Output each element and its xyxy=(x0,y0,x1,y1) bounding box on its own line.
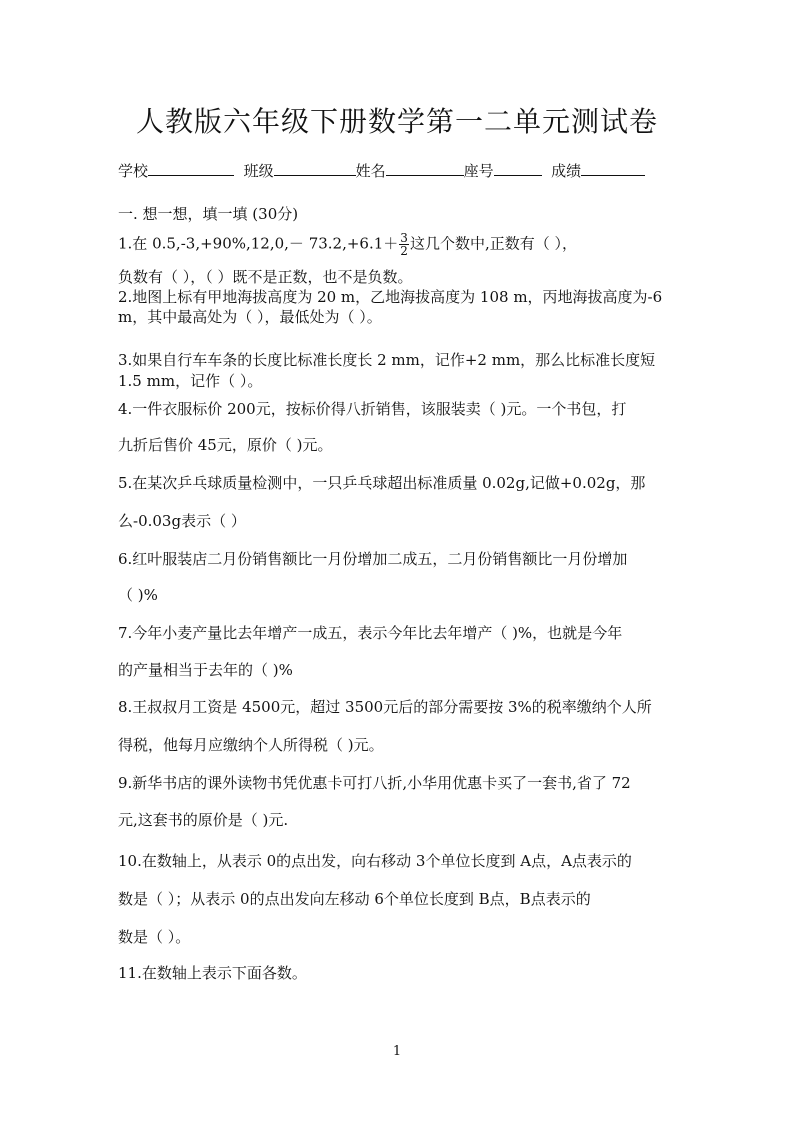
name-label: 姓名 xyxy=(355,162,386,180)
fraction xyxy=(399,232,409,257)
question-3-line-1: 3.如果自行车车条的长度比标准长度长 2 mm，记作+2 mm，那么比标准长度短 xyxy=(118,351,656,369)
question-3-line-2: 1.5 mm，记作（ ）。 xyxy=(118,372,263,390)
score-label: 成绩 xyxy=(551,162,582,180)
question-10-line-3: 数是（ ）。 xyxy=(118,928,191,946)
fraction-denominator: 2 xyxy=(400,244,408,258)
question-9-line-2: 元,这套书的原价是（ )元. xyxy=(118,811,289,829)
question-2-line-2: m，其中最高处为（ ），最低处为（ ）。 xyxy=(118,308,382,326)
question-8-line-1: 8.王叔叔月工资是 4500元，超过 3500元后的部分需要按 3%的税率缴纳个人所 xyxy=(118,698,652,716)
class-label: 班级 xyxy=(243,162,274,180)
seat-label: 座号 xyxy=(463,162,494,180)
question-10-line-1: 10.在数轴上，从表示 0的点出发，向右移动 3个单位长度到 A点，A点表示的 xyxy=(118,852,632,870)
question-6-line-1: 6.红叶服装店二月份销售额比一月份增加二成五，二月份销售额比一月份增加 xyxy=(118,550,628,568)
question-8-line-2: 得税，他每月应缴纳个人所得税（ )元。 xyxy=(118,736,384,754)
question-1-line-1 xyxy=(118,232,577,257)
school-label: 学校 xyxy=(118,162,149,180)
question-5-line-2: 么-0.03g表示（ ） xyxy=(118,512,246,530)
class-blank xyxy=(274,161,356,176)
fraction-numerator: 3 xyxy=(400,231,408,245)
section-heading: 一. 想一想，填一填 (30分) xyxy=(118,205,299,223)
question-5-line-1: 5.在某次乒乓球质量检测中，一只乒乓球超出标准质量 0.02g,记做+0.02g，那 xyxy=(118,474,646,492)
question-11-line-1: 11.在数轴上表示下面各数。 xyxy=(118,964,307,982)
page-title: 人教版六年级下册数学第一二单元测试卷 xyxy=(135,105,658,138)
question-7-line-2: 的产量相当于去年的（ )% xyxy=(118,661,293,679)
question-6-line-2: （ )% xyxy=(118,586,158,604)
question-2-line-1: 2.地图上标有甲地海拔高度为 20 m，乙地海拔高度为 108 m，丙地海拔高度为-6 xyxy=(118,288,663,306)
seat-blank xyxy=(494,161,542,176)
question-9-line-1: 9.新华书店的课外读物书凭优惠卡可打八折,小华用优惠卡买了一套书,省了 72 xyxy=(118,774,631,792)
name-blank xyxy=(386,161,464,176)
student-info-row xyxy=(118,160,645,181)
question-4-line-1: 4.一件衣服标价 200元，按标价得八折销售，该服装卖（ )元。一个书包，打 xyxy=(118,400,627,418)
q1-text-a: 1.在 0.5,-3,+90%,12,0,－ 73.2,+6.1＋ xyxy=(118,234,399,253)
question-1-line-2: 负数有（ ），（ ）既不是正数，也不是负数。 xyxy=(118,268,413,286)
school-blank xyxy=(148,161,234,176)
q1-text-b: 这几个数中,正数有（ ）， xyxy=(409,234,577,253)
question-7-line-1: 7.今年小麦产量比去年增产一成五，表示今年比去年增产（ )%，也就是今年 xyxy=(118,624,623,642)
question-10-line-2: 数是（ ）；从表示 0的点出发向左移动 6个单位长度到 B点，B点表示的 xyxy=(118,890,591,908)
score-blank xyxy=(581,161,645,176)
page-number: 1 xyxy=(392,1044,402,1059)
question-4-line-2: 九折后售价 45元，原价（ )元。 xyxy=(118,436,333,454)
